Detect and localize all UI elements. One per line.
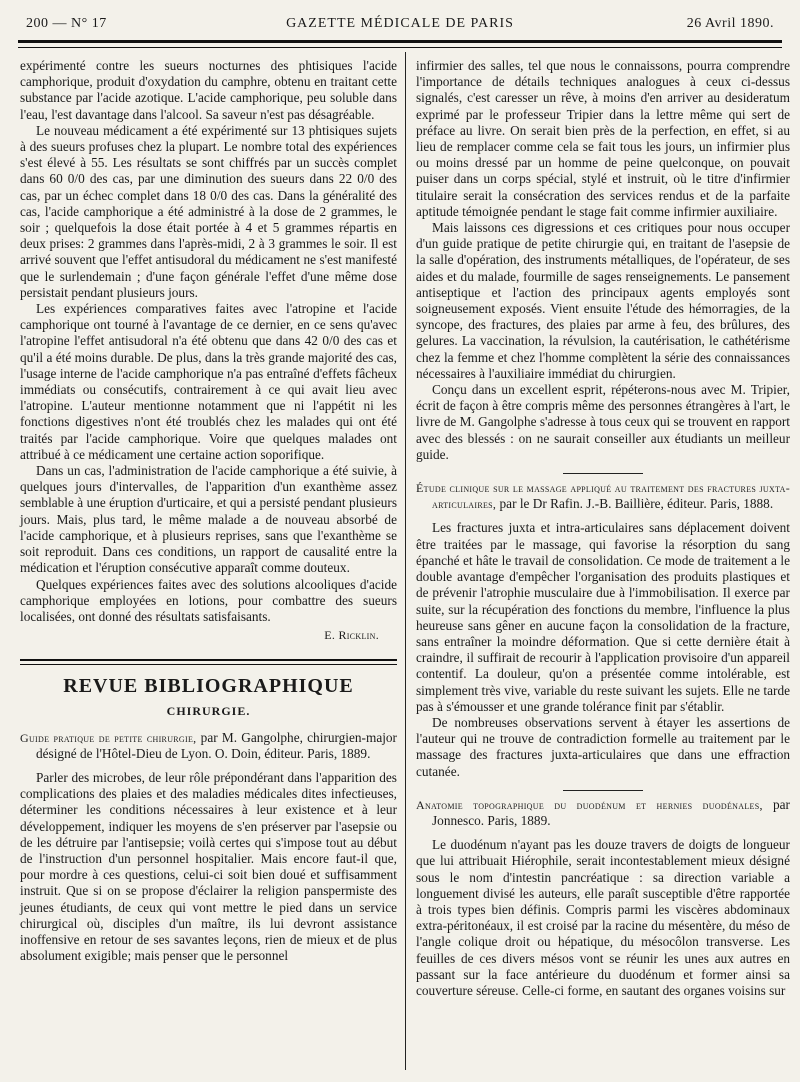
right-column (416, 58, 790, 999)
paragraph: Parler des microbes, de leur rôle prépondérant dans l'apparition des complications des plaies et des maladies médicales dites infectieuses, déterminer les conditions nécessaires à leur existence et à leur développement, indiquer les moyens de s'en préserver par l'asepsie ou de les détruire par l'antisepsie; voilà certes qui s'impose tout au début de l'instruction d'un personnel hospitalier. Mais encore faut-il que, pour mordre à ces questions, celui-ci soit bien doué et suffisamment instruit. Que si on se propose d'éclairer la religion panspermiste des jeunes étudiants, de ceux qui vont mettre le pied dans un service chirurgical où, disciples d'un maître, ils lui devront assistance inoffensive en retour de ses savantes leçons, rien de mieux et de plus absolument exigible; mais penser que le personnel (20, 769, 397, 964)
paragraph: Quelques expériences faites avec des solutions alcooliques d'acide camphorique employées en lotions, pour combattre des sueurs localisées, ont donné des résultats satisfaisants. (20, 576, 397, 624)
paragraph: Le duodénum n'ayant pas les douze travers de doigts de longueur que lui attribuait Hiérophile, serait incontestablement mieux désigné sous le nom d'intestin pancréatique : sa direction variable a longuement divisé les auteurs, elle paraît susceptible d'être rapportée à trois types bien définis. Compris parmi les viscères abdominaux extra-péritonéaux, il est croisé par la racine du mésentère, du méso de l'angle colique droit ou hépatique, du mésocôlon transverse. Les feuilles de ces divers mésos vont se réunir les unes aux autres en passant sur la face antérieure du duodénum et former ainsi sa couverture séreuse. Celle-ci forme, en sautant des organes voisins sur (416, 837, 790, 998)
book-details: par Jonnesco. Paris, 1889. (432, 796, 790, 828)
separator-rule (563, 790, 643, 791)
paragraph: infirmier des salles, tel que nous le connaissons, pourra comprendre l'importance de détails techniques analogues à ceux ci-dessus signalés, c'est caresser un rêve, à moins d'en arriver au desideratum exprimé par le professeur Tripier dans la lettre même qui sert de préface au livre. On serait bien près de la perfection, en effet, si au lieu de remplacer comme cela se fait tous les jours, un infirmier plus ou moins dressé par un homme de peine quelconque, on pouvait puiser dans un corps spécial, stylé et instruit, où le titre d'infirmier titulaire serait la consécration des services rendus et de la parfaite aptitude témoignée pendant le stage fait comme infirmier auxiliaire. (416, 58, 790, 219)
left-column (20, 58, 397, 964)
paragraph: Dans un cas, l'administration de l'acide camphorique a été suivie, à quelques jours d'intervalles, de l'apparition d'un exanthème assez semblable à une éruption d'urticaire, et qui a persisté pendant plusieurs jours. Mais, plus tard, le même malade a de nouveau absorbé de l'acide camphorique, et à plusieurs reprises, sans que l'exanthème se soit reproduit. Dans ces conditions, un rapport de causalité entre la médication et l'éruption consécutive apparaît comme douteux. (20, 463, 397, 576)
section-rule (20, 659, 397, 665)
page-number: 200 (26, 16, 49, 31)
book-entry (20, 730, 397, 762)
book-title: Étude clinique sur le massage appliqué au traitement des fractures juxta-articulaires, (416, 481, 790, 512)
paragraph: expérimenté contre les sueurs nocturnes des phtisiques l'acide camphorique, produit d'oxydation du camphre, obtenu en traitant cette substance par l'acide azotique. L'acide camphorique, peu soluble dans l'eau, l'est davantage dans l'alcool. Sa saveur n'est pas désagréable. (20, 58, 397, 122)
paragraph: Les fractures juxta et intra-articulaires sans déplacement doivent être traitées par le massage, qui favorise la résorption du sang épanché et hâte le travail de consolidation. Ce mode de traitement a le double avantage d'empêcher l'organisation des produits plastiques et de prévenir l'atrophie musculaire due à l'immobilisation. Il exerce par suite, sur la récupération des fonctions du membre, l'influence la plus heureuse sans gêner en aucune façon la consolidation de la fracture, sans entraîner la moindre déformation. Que si cette dernière était à craindre, il suffirait de recourir à l'application provisoire d'un appareil contentif. La douleur, qu'on a présentée comme intolérable, est simplement très vive, variable du reste suivant les sujets. Elle ne tarde pas à s'émousser et une grande tolérance finit par s'établir. (416, 520, 790, 714)
paragraph: De nombreuses observations servent à étayer les assertions de l'auteur qui ne trouve de contradiction formelle au traitement par le massage des fractures juxta-articulaires que dans une effraction cutanée. (416, 714, 790, 779)
column-divider (405, 52, 406, 1070)
paragraph: Conçu dans un excellent esprit, répéterons-nous avec M. Tripier, écrit de façon à être compris même des personnes étrangères à l'art, le livre de M. Gangolphe s'adresse à tous ceux qui se trouvent en rapport avec des blessés : on ne saurait conseiller aux étudiants un meilleur guide. (416, 382, 790, 462)
book-details: par M. Gangolphe, chirurgien-major désigné de l'Hôtel-Dieu de Lyon. O. Doin, éditeur. Paris, 1889. (36, 729, 397, 761)
paragraph: Les expériences comparatives faites avec l'atropine et l'acide camphorique ont tourné à l'avantage de ce dernier, en ce sens qu'avec l'atropine l'effet antisudoral n'a été obtenu que dans 42 0/0 des cas et qu'il a été moins durable. De plus, dans la très grande majorité des cas, l'usage interne de l'acide camphorique n'a pas entraîné d'effets fâcheux immédiats ou consécutifs, contrairement à ce qui avait lieu avec l'atropine. L'auteur mentionne notamment que ni l'appétit ni les fonctions digestives n'ont été troublés chez les malades qui ont été traités par l'acide camphorique. Voire que quelques malades ont attribué à ce médicament une certaine action soporifique. (20, 301, 397, 462)
book-details: par le Dr Rafin. J.-B. Baillière, éditeur. Paris, 1888. (496, 496, 774, 512)
book-entry (416, 480, 790, 512)
paragraph: Mais laissons ces digressions et ces critiques pour nous occuper d'un guide pratique de petite chirurgie qui, en traitant de l'asepsie de la salle d'opération, des instruments métalliques, de l'opérateur, de ses aides et du malade, fourmille de sages renseignements. Le pansement antiseptique et l'action des principaux agents employés sont soigneusement exposés. Vient ensuite l'étude des hémorragies, de la syncope, des fractures, des plaies par arme à feu, des brûlures, des gelures. La vaccination, la révulsion, la cautérisation, le cathétérisme chez la femme et chez l'homme complètent la série des connaissances nécessaires à l'auxiliaire immédiat du chirurgien. (416, 220, 790, 381)
header-rule (18, 40, 782, 48)
journal-title: GAZETTE MÉDICALE DE PARIS (286, 16, 514, 31)
book-title: Guide pratique de petite chirurgie, (20, 730, 197, 745)
issue-number: — N° 17 (52, 16, 107, 31)
page-header (22, 14, 778, 36)
paragraph: Le nouveau médicament a été expérimenté sur 13 phtisiques sujets à des sueurs profuses chez la plupart. Le nombre total des expériences s'est élevé à 55. Les résultats se sont chiffrés par un succès complet dans 60 0/0 des cas, par une diminution des sueurs dans 22 0/0 des cas, par un échec complet dans 18 0/0 des cas. Dans la généralité des cas, l'acide camphorique a été administré à la dose de 2 grammes, le soir ; quelquefois la dose était portée à 4 et 5 grammes répartis en deux prises: 2 grammes dans l'après-midi, 2 à 3 grammes le soir. Il est arrivé souvent que l'effet antisudoral du médicament ne s'est manifesté que le surlendemain ; d'une façon générale l'effet d'une même dose persistait pendant plusieurs jours. (20, 122, 397, 300)
book-entry (416, 797, 790, 829)
separator-rule (563, 473, 643, 474)
section-subtitle: CHIRURGIE. (166, 704, 251, 719)
section-title: REVUE BIBLIOGRAPHIQUE (63, 675, 354, 698)
book-title: Anatomie topographique du duodénum et hernies duodénales, (416, 797, 763, 812)
author-signature: E. Ricklin. (324, 628, 379, 643)
issue-date: 26 Avril 1890. (686, 16, 774, 31)
